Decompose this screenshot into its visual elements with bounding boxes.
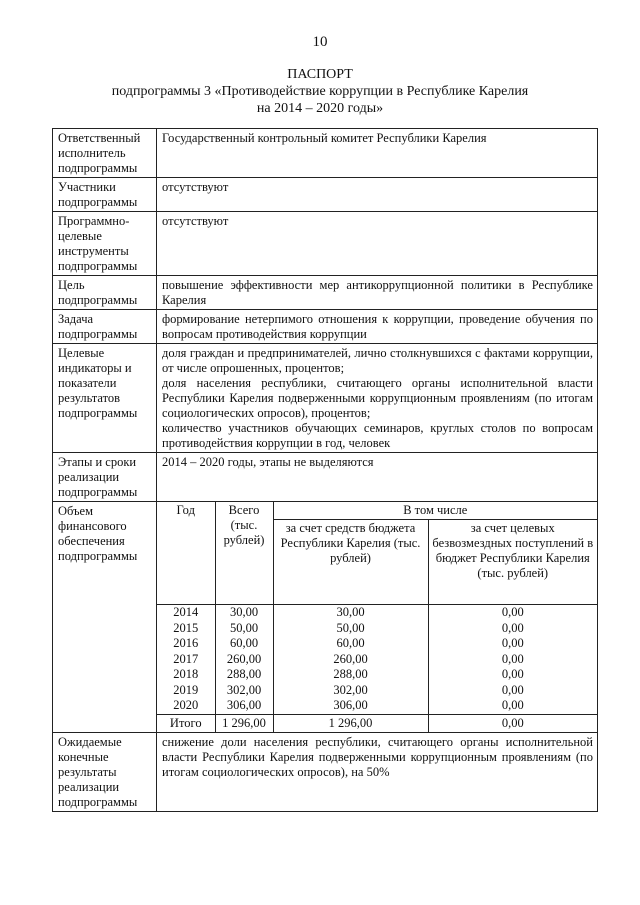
row-financing [53, 502, 598, 733]
value-goal: повышение эффективности мер антикоррупционной политики в Республике Карелия [157, 276, 598, 310]
value-stages: 2014 – 2020 годы, этапы не выделяются [157, 453, 598, 502]
year-cell: 2014 2015 2016 2017 2018 2019 2020 [157, 605, 215, 715]
value-responsible: Государственный контрольный комитет Республики Карелия [157, 129, 598, 178]
value-task: формирование нетерпимого отношения к коррупции, проведение обучения по вопросам противодействия коррупции [157, 310, 598, 344]
financing-table [157, 502, 597, 732]
summary-total: 1 296,00 [215, 714, 273, 732]
label-instruments: Программно- целевые инструменты подпрограммы [53, 212, 157, 276]
document-title [0, 66, 640, 117]
row-instruments [53, 212, 598, 276]
header-including: В том числе [273, 502, 597, 520]
value-participants: отсутствуют [157, 178, 598, 212]
financing-header-row [157, 502, 597, 520]
financing-summary-row [157, 714, 597, 732]
indicator-item: доля населения республики, считающего органы исполнительной власти Республики Карелия подверженными коррупционным проявлениям (по итогам социологических опросов), процентов; [162, 376, 593, 420]
value-indicators [157, 344, 598, 453]
label-indicators: Целевые индикаторы и показатели результатов подпрограммы [53, 344, 157, 453]
budget-cell: 30,00 50,00 60,00 260,00 288,00 302,00 306,00 [273, 605, 428, 715]
label-participants: Участники подпрограммы [53, 178, 157, 212]
row-participants [53, 178, 598, 212]
summary-label: Итого [157, 714, 215, 732]
label-task: Задача подпрограммы [53, 310, 157, 344]
row-indicators [53, 344, 598, 453]
row-stages [53, 453, 598, 502]
label-goal: Цель подпрограммы [53, 276, 157, 310]
financing-data-row [157, 605, 597, 715]
label-responsible: Ответственный исполнитель подпрограммы [53, 129, 157, 178]
total-cell: 30,00 50,00 60,00 260,00 288,00 302,00 306,00 [215, 605, 273, 715]
header-year: Год [176, 503, 195, 517]
title-line-3: на 2014 – 2020 годы» [256, 101, 384, 116]
row-goal [53, 276, 598, 310]
header-budget: за счет средств бюджета Республики Карелия (тыс. рублей) [273, 520, 428, 605]
header-total: Всего (тыс. рублей) [215, 502, 273, 605]
indicator-item: количество участников обучающих семинаров, круглых столов по вопросам противодействия коррупции в год, человек [162, 421, 593, 450]
label-financing: Объем финансового обеспечения подпрограммы [53, 502, 157, 733]
title-line-2: подпрограммы 3 «Противодействие коррупции в Республике Карелия [111, 84, 529, 99]
indicator-item: доля граждан и предпринимателей, лично столкнувшихся с фактами коррупции, от числе опрошенных, процентов; [162, 346, 593, 375]
label-stages: Этапы и сроки реализации подпрограммы [53, 453, 157, 502]
title-line-1: ПАСПОРТ [287, 67, 353, 82]
header-grants: за счет целевых безвозмездных поступлений в бюджет Республики Карелия (тыс. рублей) [428, 520, 597, 605]
page-number: 10 [312, 34, 328, 50]
financing-table-cell [157, 502, 598, 733]
row-results [53, 732, 598, 811]
value-results: снижение доли населения республики, считающего органы исполнительной власти Республики Карелия подверженными коррупционным проявлениям (по итогам социологических опросов), на 50% [157, 732, 598, 811]
summary-grants: 0,00 [428, 714, 597, 732]
grants-cell: 0,00 0,00 0,00 0,00 0,00 0,00 0,00 [428, 605, 597, 715]
summary-budget: 1 296,00 [273, 714, 428, 732]
passport-table [52, 128, 598, 812]
label-results: Ожидаемые конечные результаты реализации подпрограммы [53, 732, 157, 811]
row-responsible [53, 129, 598, 178]
row-task [53, 310, 598, 344]
value-instruments: отсутствуют [157, 212, 598, 276]
